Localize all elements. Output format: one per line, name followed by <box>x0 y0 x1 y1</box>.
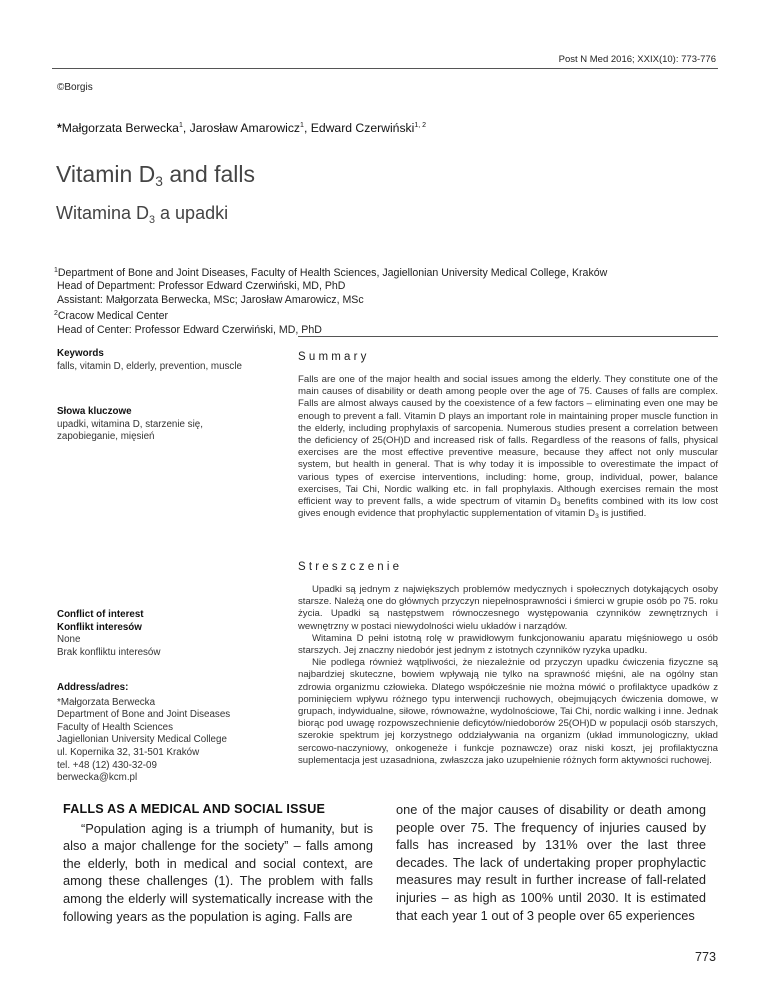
body-column-right <box>396 801 706 924</box>
author-affiliation-sup: 1 <box>300 122 304 129</box>
konflikt-label: Konflikt interesów <box>57 621 142 633</box>
body-paragraph: “Population aging is a triumph of humanity, but is also a major challenge for the society” – falls among the elderly, both in medical and social context, are among these challenges (1). The problem with falls among the elderly will systematically increase with the following years as the population is aging. Falls are <box>63 820 373 924</box>
journal-citation: Post N Med 2016; XXIX(10): 773-776 <box>558 54 716 65</box>
address-line: Department of Bone and Joint Diseases <box>57 709 231 721</box>
address-line: *Małgorzata Berwecka <box>57 696 156 708</box>
title-subscript: 3 <box>155 174 163 189</box>
slowa-kluczowe-text: upadki, witamina D, starzenie się, zapobieganie, mięsień <box>57 418 203 443</box>
slowa-kluczowe-block <box>57 406 262 444</box>
address-block <box>57 682 262 785</box>
affiliation-1 <box>54 264 607 280</box>
title-subscript: 3 <box>149 214 156 226</box>
streszczenie-paragraph: Witamina D pełni istotną rolę w prawidłowym funkcjonowaniu aparatu mięśniowego u osób starszych. Jej znaczny niedobór jest jednym z istotnych czynników ryzyka upadku. <box>298 632 718 657</box>
affiliation-sup: 2 <box>54 310 58 318</box>
author-separator: , <box>182 121 190 135</box>
konflikt-value: Brak konfliktu interesów <box>57 646 161 658</box>
affiliation-1-head <box>54 280 607 293</box>
summary-text-part: benefits combined with its low cost gives enough evidence that prophylactic supplementation of vitamin D <box>298 496 719 520</box>
keywords-label: Keywords <box>57 348 104 359</box>
author-affiliation-sup: 1 <box>178 122 183 129</box>
summary-heading: Summary <box>298 351 370 363</box>
author-name[interactable]: Jarosław Amarowicz <box>189 121 301 135</box>
publisher-mark: ©Borgis <box>57 82 93 93</box>
author-list <box>57 121 426 135</box>
article-title-polish <box>56 203 228 226</box>
email-link[interactable]: berwecka@kcm.pl <box>57 772 138 784</box>
affiliation-sup: 1 <box>54 267 58 274</box>
title-text: Witamina D <box>56 203 150 223</box>
streszczenie-heading: Streszczenie <box>298 561 403 573</box>
address-label: Address/adres: <box>57 682 129 693</box>
title-text: Vitamin D <box>56 161 156 187</box>
address-line: Jagiellonian University Medical College <box>57 734 227 746</box>
keywords-text: falls, vitamin D, elderly, prevention, muscle <box>57 360 242 372</box>
affiliation-text: Department of Bone and Joint Diseases, Faculty of Health Sciences, Jagiellonian University Medical College, Kraków <box>57 267 608 279</box>
header-rule <box>52 68 718 69</box>
affiliation-1-assistant <box>54 294 607 307</box>
affiliations <box>54 264 607 337</box>
conflict-label: Conflict of interest <box>57 609 144 620</box>
title-text: and falls <box>162 161 256 187</box>
streszczenie-paragraph: Nie podlega również wątpliwości, że niezależnie od przyczyn upadku ćwiczenia fizyczne są najbardziej skuteczne, bowiem wpływają nie tylko na sprawność mięśni, ale na ogólny stan zdrowia organizmu człowieka. Dlatego współcześnie nie można mówić o profilaktyce upadków z pominięciem wpływu różnego typu interwencji ruchowych, obejmujących ćwiczenia domowe, w grupach, indywidualne, siłowe, równoważne, wydolnościowe, Tai Chi, nordic walking i inne. Jednak biorąc pod uwagę rozpowszechnienie deficytów/niedoborów 25(OH)D w populacji osób starszych, szerokie spektrum jej korzystnego oddziaływania na organizm (układ immunologiczny, układ sercowo-naczyniowy, onkogeneże i funkcje poznawcze) oraz niski koszt, jej profilaktyczna suplementacja jest uzasadniona, zwłaszcza jako uzupełnienie różnych form aktywności ruchowej. <box>298 657 718 766</box>
summary-text-part: Falls are one of the major health and social issues among the elderly. They constitute one of the main causes of disability or death among people over the age of 75. Causes of falls are complex. Falls are almost always caused by the coexistence of a few factors – eliminating even one may be enough to prevent a fall. Vitamin D plays an important role in maintaining proper muscle function in the elderly, including prophylaxis of sarcopenia. Numerous studies present a correlation between the deficiency of 25(OH)D and increased risk of falls. Regardless of the reasons of falls, physical exercises are the most effective preventive measure, because they affect not only muscular system, but health in general. That is why today it is impossible to overestimate the impact of various types of exercise interventions, including: home, group, individual, power, balance exercises, Tai Chi, Nordic walking etc. in fall prophylaxis. Although exercises remain the most efficient way to prevent falls, a wide spectrum of vitamin D <box>298 374 718 508</box>
article-title-english <box>56 161 255 189</box>
address-line: ul. Kopernika 32, 31-501 Kraków <box>57 746 200 758</box>
affiliation-text: Head of Center: Professor Edward Czerwiński, MD, PhD <box>56 323 322 336</box>
slowa-kluczowe-label: Słowa kluczowe <box>57 406 132 417</box>
conflict-block <box>57 609 262 659</box>
author-name[interactable]: Edward Czerwiński <box>310 121 415 135</box>
author-affiliation-sup: 1, 2 <box>414 122 427 129</box>
conflict-value: None <box>57 634 81 646</box>
author-name[interactable]: Małgorzata Berwecka <box>61 121 179 135</box>
summary-text <box>298 374 718 520</box>
affiliation-text: Cracow Medical Center <box>57 310 169 323</box>
address-line: Faculty of Health Sciences <box>57 721 173 733</box>
streszczenie-paragraph: Upadki są jednym z największych problemów medycznych i społecznych dotykających osoby starsze. Należą one do głównych przyczyn niepełnosprawności i śmierci w grupie osób po 75. roku życia. Upadki są następstwem równoczesnego występowania czynników zewnętrznych i wewnętrzny w postaci niewydolności wielu układów i narządów. <box>298 584 718 632</box>
summary-text-part: is justified. <box>598 508 647 520</box>
page-number: 773 <box>694 950 716 964</box>
streszczenie-text <box>298 584 718 767</box>
keywords-block <box>57 348 262 373</box>
affiliation-2 <box>54 307 607 323</box>
affiliation-text: Head of Department: Professor Edward Czerwiński, MD, PhD <box>56 280 346 293</box>
title-text: a upadki <box>155 203 229 223</box>
corresponding-author-marker: * <box>57 121 62 135</box>
body-column-left <box>63 801 373 925</box>
body-paragraph: one of the major causes of disability or death among people over 75. The frequency of injuries caused by falls has increased by 131% over the last three decades. The lack of undertaking proper prophylactic measures may result in further increase of fall-related injuries – as high as 100% until 2030. It is estimated that each year 1 out of 3 people over 65 experiences <box>396 802 706 923</box>
address-line: tel. +48 (12) 430-32-09 <box>57 759 157 771</box>
section-rule <box>298 336 718 337</box>
vitamin-subscript: 3 <box>595 513 599 521</box>
section-heading: FALLS AS A MEDICAL AND SOCIAL ISSUE <box>63 802 326 816</box>
vitamin-subscript: 3 <box>556 501 561 509</box>
summary-paragraph <box>298 374 718 520</box>
author-separator: , <box>303 121 311 135</box>
affiliation-text: Assistant: Małgorzata Berwecka, MSc; Jarosław Amarowicz, MSc <box>56 293 364 306</box>
